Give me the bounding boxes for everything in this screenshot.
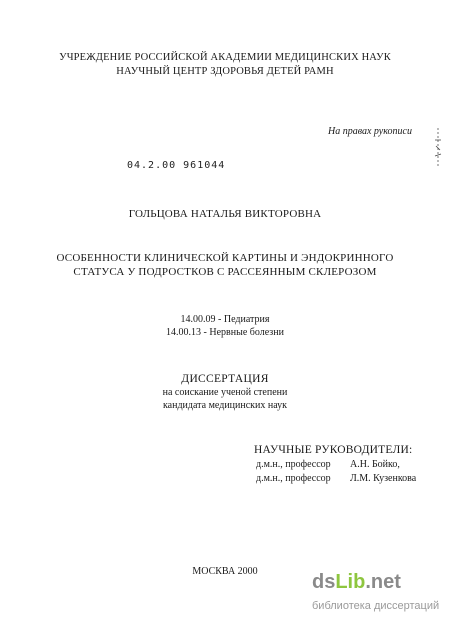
specialty-1: 14.00.09 - Педиатрия [180,314,270,325]
logo-net: .net [365,570,401,593]
archive-stamp: 04.2.00 961044 [127,160,226,171]
institution-line-1: УЧРЕЖДЕНИЕ РОССИЙСКОЙ АКАДЕМИИ МЕДИЦИНСКИХ НАУК [59,52,391,63]
margin-mark-icon [434,128,442,168]
supervisor-row [256,459,400,470]
watermark-subtitle: библиотека диссертаций [312,600,440,612]
institution-line-2: НАУЧНЫЙ ЦЕНТР ЗДОРОВЬЯ ДЕТЕЙ РАМН [116,66,334,77]
supervisors-heading: НАУЧНЫЕ РУКОВОДИТЕЛИ: [254,444,413,456]
thesis-title-line-1: ОСОБЕННОСТИ КЛИНИЧЕСКОЙ КАРТИНЫ И ЭНДОКРИННОГО [56,252,394,264]
degree-line-2: кандидата медицинских наук [162,400,288,411]
specialty-2: 14.00.13 - Нервные болезни [166,327,284,338]
logo-ds: ds [312,570,336,593]
city-year: МОСКВА 2000 [192,566,258,577]
dslib-logo [312,568,401,596]
logo-lib: Lib [335,570,366,593]
thesis-title-line-2: СТАТУСА У ПОДРОСТКОВ С РАССЕЯННЫМ СКЛЕРОЗОМ [73,266,377,278]
supervisor-role: д.м.н., профессор [256,459,331,470]
degree-line-1: на соискание ученой степени [162,387,288,398]
supervisor-name: А.Н. Бойко, [350,459,400,470]
dissertation-heading: ДИССЕРТАЦИЯ [181,373,269,385]
supervisor-role: д.м.н., профессор [256,473,331,484]
author-name: ГОЛЬЦОВА НАТАЛЬЯ ВИКТОРОВНА [128,208,322,220]
dslib-watermark[interactable] [312,568,446,618]
supervisor-row [256,473,416,484]
supervisor-name: Л.М. Кузенкова [350,473,417,484]
rights-note: На правах рукописи [328,126,412,137]
